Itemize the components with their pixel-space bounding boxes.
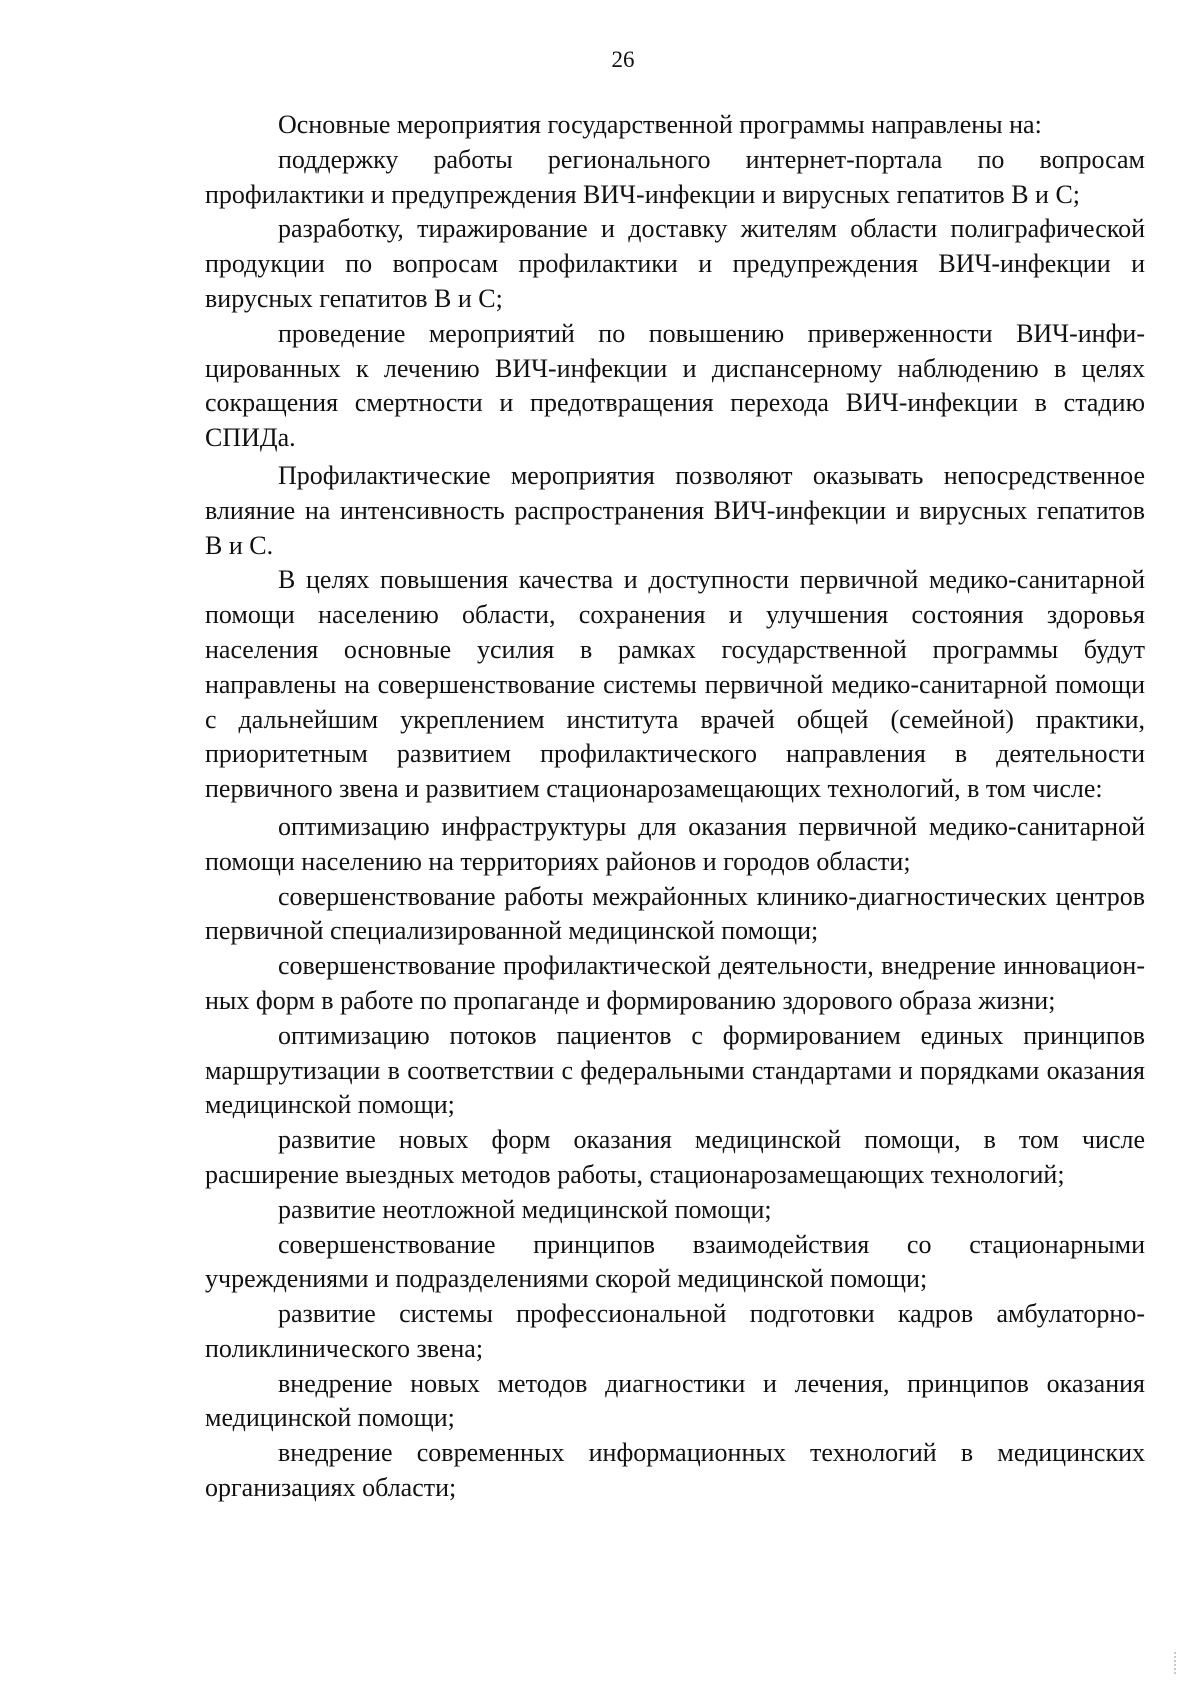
paragraph-prevention-impact: Профилактические мероприятия позволяют оказывать непосредственное влияние на интенсивность распространения ВИЧ-инфекции и вирусных гепатитов В и С. — [205, 460, 1145, 560]
paragraph-primary-care-goals: В целях повышения качества и доступности первичной медико-санитарной помощи населению области, сохранения и улучшения состояния здоровья населения основные усилия в рамках государственной программы будут направлены на совершенствование системы первичной медико-санитарной помощи с дальнейшим укреплением института врачей общей (семейной) практики, приоритетным развитием профилактического направления в деятельности первичного звена и развитием стационарозамещающих технологий, в том числе: — [205, 565, 1145, 804]
list-item-new-care-forms: развитие новых форм оказания медицинской помощи, в том числе расширение выездных методов работы, стационарозамещающих технологий; — [205, 1125, 1145, 1189]
list-item-prevention-activity: совершенствование профилактической деятельности, внедрение инновационных форм в работе по пропаганде и формированию здорового образа жизни; — [205, 951, 1145, 1015]
paragraph-treatment-adherence: проведение мероприятий по повышению приверженности ВИЧ-инфицированных к лечению ВИЧ-инфекции и диспансерному наблюдению в целях сокращения смертности и предотвращения перехода ВИЧ-инфекции в стадию СПИДа. — [205, 318, 1145, 453]
page-number: 26 — [611, 47, 635, 72]
list-item-information-technology: внедрение современных информационных технологий в медицинских организациях области; — [205, 1438, 1145, 1503]
paragraph-intro: Основные мероприятия государственной программы направлены на: — [278, 110, 1042, 139]
list-item-patient-routing: оптимизацию потоков пациентов с формированием единых принципов маршрутизации в соответствии с федеральными стандартами и порядками оказания медицинской помощи; — [205, 1020, 1145, 1120]
scan-artifact — [1174, 1652, 1178, 1674]
list-item-diagnostic-centers: совершенствование работы межрайонных клинико-диагностических центров первичной специализированной медицинской помощи; — [205, 881, 1145, 946]
list-item-emergency-care: развитие неотложной медицинской помощи; — [278, 1194, 772, 1224]
list-item-inpatient-cooperation: совершенствование принципов взаимодействия со стационарными учреждениями и подразделениями скорой медицинской помощи; — [205, 1229, 1145, 1294]
document-body — [205, 108, 1145, 1506]
list-item-staff-training: развитие системы профессиональной подготовки кадров амбулаторно-поликлинического звена; — [205, 1299, 1145, 1363]
list-item-new-methods: внедрение новых методов диагностики и лечения, принципов оказания медицинской помощи; — [205, 1368, 1145, 1433]
paragraph-internet-portal: поддержку работы регионального интернет-портала по вопросам профилактики и предупреждения ВИЧ-инфекции и вирусных гепатитов В и С; — [205, 144, 1145, 209]
list-item-infrastructure: оптимизацию инфраструктуры для оказания первичной медико-санитарной помощи населению на территориях районов и городов области; — [205, 811, 1145, 876]
paragraph-printed-materials: разработку, тиражирование и доставку жителям области полиграфической продукции по вопросам профилактики и предупреждения ВИЧ-инфекции и вирусных гепатитов В и С; — [205, 214, 1145, 313]
